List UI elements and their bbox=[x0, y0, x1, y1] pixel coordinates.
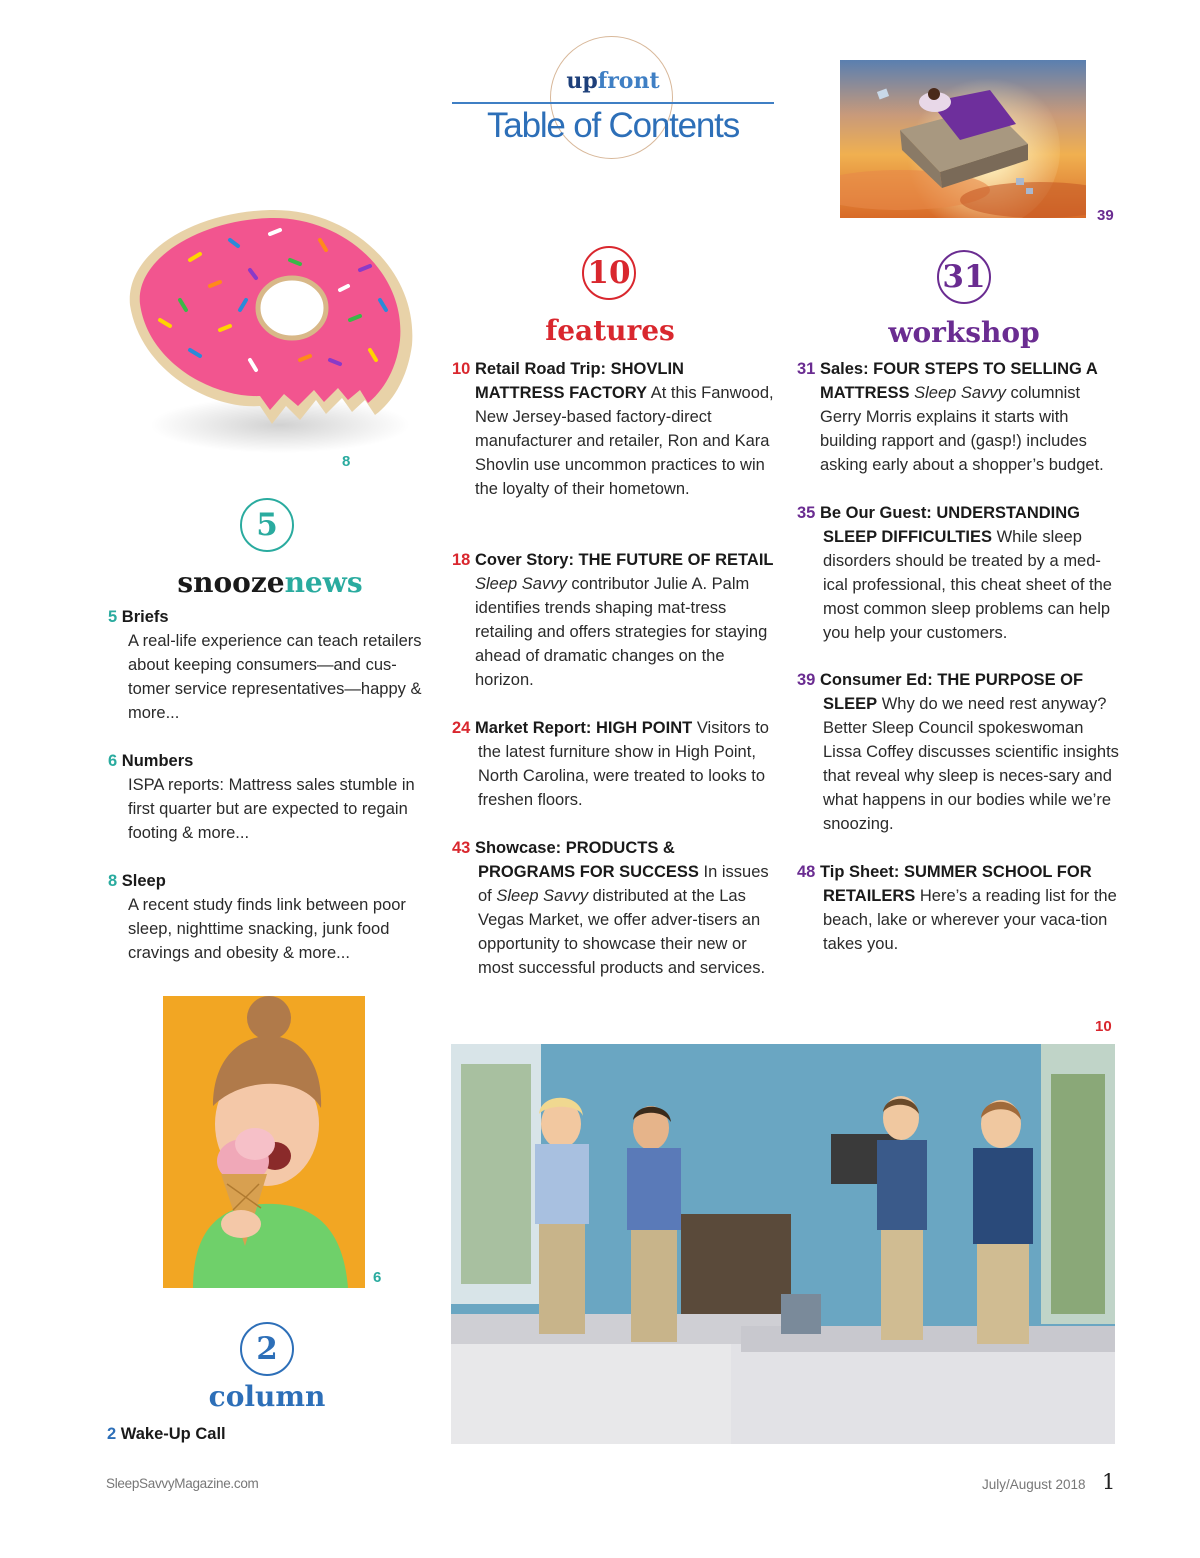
workshop-entry-be-our-guest[interactable]: 35 Be Our Guest: UNDERSTANDING SLEEP DIFFICULTIES While sleep disorders should be treated by a med-ical professional, this cheat sheet of the most common sleep problems can help you help your customers. bbox=[797, 504, 1112, 642]
column-title: column bbox=[208, 1380, 326, 1413]
features-entry-cover-story[interactable]: 18 Cover Story: THE FUTURE OF RETAIL Sleep Savvy contributor Julie A. Palm identifies trends shaping mat-tress retailing and offers strategies for staying ahead of dramatic changes on the horizon. bbox=[452, 551, 774, 689]
icecream-girl-image bbox=[163, 996, 365, 1288]
family-on-beds-image bbox=[451, 1044, 1115, 1444]
flying-bed-image bbox=[840, 60, 1086, 218]
family-image-page-ref: 10 bbox=[1095, 1018, 1112, 1035]
donut-image-page-ref: 8 bbox=[342, 453, 351, 470]
features-entry-market-report[interactable]: 24 Market Report: HIGH POINT Visitors to the latest furniture show in High Point, North Carolina, were treated to looks to freshen floors. bbox=[452, 719, 769, 809]
snooze-entry-numbers[interactable]: 6 Numbers ISPA reports: Mattress sales stumble in first quarter but are expected to regain footing & more... bbox=[108, 752, 415, 842]
features-title: features bbox=[545, 314, 675, 347]
features-entry-retail-road-trip[interactable]: 10 Retail Road Trip: SHOVLIN MATTRESS FACTORY At this Fanwood, New Jersey-based factory-direct manufacturer and retailer, Ron and Kara Shovlin use uncommon practices to win the loyalty of their hometown. bbox=[452, 360, 774, 498]
features-entry-showcase[interactable]: 43 Showcase: PRODUCTS & PROGRAMS FOR SUCCESS In issues of Sleep Savvy distributed at the Las Vegas Market, we offer adver-tisers an opportunity to showcase their new or most successful products and services. bbox=[452, 839, 769, 977]
workshop-entry-sales[interactable]: 31 Sales: FOUR STEPS TO SELLING A MATTRESS Sleep Savvy columnist Gerry Morris explains it starts with building rapport and (gasp!) includes asking early about a shopper’s budget. bbox=[797, 360, 1104, 474]
footer-issue-date: July/August 2018 bbox=[982, 1477, 1086, 1492]
workshop-title: workshop bbox=[888, 316, 1040, 349]
workshop-entry-consumer-ed[interactable]: 39 Consumer Ed: THE PURPOSE OF SLEEP Why do we need rest anyway? Better Sleep Council spokeswoman Lissa Coffey discusses scientific insights that reveal why sleep is neces-sary and what happens in our bodies while we’re snoozing. bbox=[797, 671, 1119, 833]
section-kicker: upfront bbox=[566, 68, 660, 94]
workshop-number: 31 bbox=[937, 250, 991, 304]
footer-website: SleepSavvyMagazine.com bbox=[106, 1476, 259, 1491]
page-title: Table of Contents bbox=[487, 106, 739, 145]
snooze-entry-briefs[interactable]: 5 Briefs A real-life experience can teach retailers about keeping consumers—and cus-tomer service representatives—happy & more... bbox=[108, 608, 422, 722]
snooze-entry-sleep[interactable]: 8 Sleep A recent study finds link between poor sleep, nighttime snacking, junk food cravings and obesity & more... bbox=[108, 872, 406, 962]
snooze-news-number: 5 bbox=[240, 498, 294, 552]
footer-page-number: 1 bbox=[1102, 1470, 1116, 1494]
snooze-news-title: snoozenews bbox=[177, 566, 363, 599]
bed-image-page-ref: 39 bbox=[1097, 207, 1114, 224]
header-rule bbox=[452, 102, 774, 104]
column-number: 2 bbox=[240, 1322, 294, 1376]
features-number: 10 bbox=[582, 246, 636, 300]
workshop-entry-tip-sheet[interactable]: 48 Tip Sheet: SUMMER SCHOOL FOR RETAILERS Here’s a reading list for the beach, lake or wherever your vaca-tion takes you. bbox=[797, 863, 1117, 953]
donut-image bbox=[120, 200, 420, 460]
column-entry-wake-up-call[interactable]: 2 Wake-Up Call bbox=[107, 1425, 226, 1443]
icecream-image-page-ref: 6 bbox=[373, 1269, 382, 1286]
